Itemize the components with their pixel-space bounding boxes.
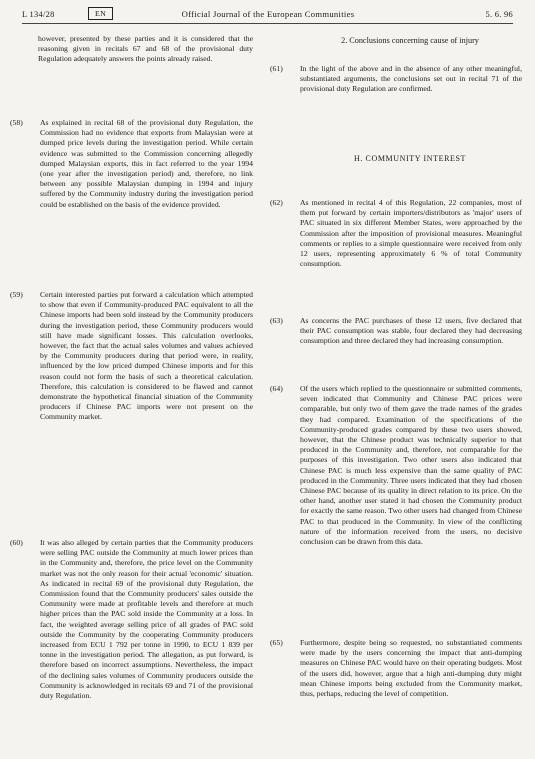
paragraph-text: As concerns the PAC purchases of these 12 users, five declared that their PAC consumption was stable, four declared they had decreasing consumption and three declared they had increasing consumption. xyxy=(300,316,522,346)
language-badge: EN xyxy=(88,7,113,20)
recital-number: (65) xyxy=(270,638,283,647)
journal-title: Official Journal of the European Communities xyxy=(181,9,355,19)
recital-number: (58) xyxy=(10,118,23,127)
paragraph-text: Of the users which replied to the questionnaire or submitted comments, seven indicated that Community and Chinese PAC prices were comparable, but only two of them gave the trade names of the grades they had compared. Examination of the specifications of the Community-produced grades compared by these two users showed, however, that the Chinese product was technically superior to that produced in the Community and, therefore, not comparable for the purposes of this investigation. Two other users also indicated that Chinese PAC is much less expensive than the same quality of PAC produced in the Community. Three users indicated that they had chosen Chinese PAC because of its quality in direct relation to its price. On the other hand, another user stated it had chosen the Community product for exactly the same reason. Two other users had changed from Chinese PAC to that produced in the Community. In view of the conflicting nature of the information received from the users, no decisive conclusion can be drawn from this data. xyxy=(300,384,522,547)
recital-60 xyxy=(10,538,253,701)
recital-64 xyxy=(270,384,522,547)
paragraph-text: It was also alleged by certain parties that the Community producers were selling PAC outside the Community at much lower prices than in the Community and, therefore, the price level on the Community market was not the only reason for their actual 'economic' situation. As indicated in recital 69 of the provisional duty Regulation, the Commission found that the Community producers' sales outside the Community were made at profitable levels and therefore at much higher prices than the PAC sold inside the Community at a loss. In fact, the weighted average selling price of all grades of PAC sold outside the Community by the cooperating Community producers increased from ECU 1 792 per tonne in 1990, to ECU 1 839 per tonne in the investigation period. The allegation, as put forward, is therefore based on incorrect assumptions. Nevertheless, the impact of the declining sales volumes of Community producers outside the Community is acknowledged in recitals 69 and 71 of the provisional duty Regulation. xyxy=(40,538,253,701)
paragraph-text: Certain interested parties put forward a calculation which attempted to show that even if Community-produced PAC equivalent to all the Chinese imports had been sold instead by the Community producers during the investigation period, these Community producers would still have made significant losses. This calculation overlooks, however, the fact that the actual sales volumes and values achieved by the Community producers during that period were, in reality, influenced by the low priced dumped Chinese imports and for this reason could not form the basis of such a theoretical calculation. Therefore, this calculation is considered to be flawed and cannot demonstrate the hypothetical financial situation of the Community producers if Chinese PAC imports were not present on the Community market. xyxy=(40,290,253,422)
recital-number: (64) xyxy=(270,384,283,393)
paragraph-text: Furthermore, despite being so requested, no substantiated comments were made by the users concerning the impact that anti-dumping measures on Chinese PAC would have on their operating budgets. Most of the users did, however, argue that a high anti-dumping duty might mean Chinese imports being excluded from the Community market, thus, perhaps, reducing the level of competition. xyxy=(300,638,522,699)
paragraph-text: however, presented by these parties and it is considered that the reasoning given in recitals 67 and 68 of the provisional duty Regulation adequately answers the points already raised. xyxy=(38,34,253,64)
recital-59 xyxy=(10,290,253,423)
issue-date: 5. 6. 96 xyxy=(485,10,513,19)
paragraph-text: As mentioned in recital 4 of this Regulation, 22 companies, most of them put forward by certain importers/distributors as 'major' users of PAC situated in six different Member States, were approached by the Commission after the imposition of provisional measures. Meaningful comments or replies to a simple questionnaire were received from only 12 users, representing approximately 6 % of total Community consumption. xyxy=(300,198,522,269)
recital-number: (60) xyxy=(10,538,23,547)
recital-number: (63) xyxy=(270,316,283,325)
recital-58 xyxy=(10,118,253,210)
page-header xyxy=(0,6,535,22)
section-heading-community-interest: H. COMMUNITY INTEREST xyxy=(353,154,467,163)
recital-63 xyxy=(270,316,522,347)
section-heading-conclusions: 2. Conclusions concerning cause of injury xyxy=(341,36,479,45)
paragraph-text: As explained in recital 68 of the provisional duty Regulation, the Commission had no evidence that exports from Malaysian were at dumped price levels during the investigation period. While certain evidence was submitted to the Commission concerning allegedly dumped Malaysian exports, this in fact referred to the year 1994 (one year after the investigation period) and, therefore, no link between any possible Malaysian dumping in 1994 and injury suffered by the Community industry during the investigation period could be established on the basis of the evidence provided. xyxy=(40,118,253,209)
recital-number: (61) xyxy=(270,64,283,73)
recital-65 xyxy=(270,638,522,699)
recital-62 xyxy=(270,198,522,269)
paragraph-text: In the light of the above and in the absence of any other meaningful, substantiated arguments, the conclusions set out in recital 71 of the provisional duty Regulation are confirmed. xyxy=(300,64,522,94)
recital-number: (59) xyxy=(10,290,23,299)
recital-number: (62) xyxy=(270,198,283,207)
page-reference: L 134/28 xyxy=(22,10,55,19)
continued-paragraph xyxy=(10,34,253,65)
recital-61 xyxy=(270,64,522,95)
header-rule xyxy=(22,23,513,24)
